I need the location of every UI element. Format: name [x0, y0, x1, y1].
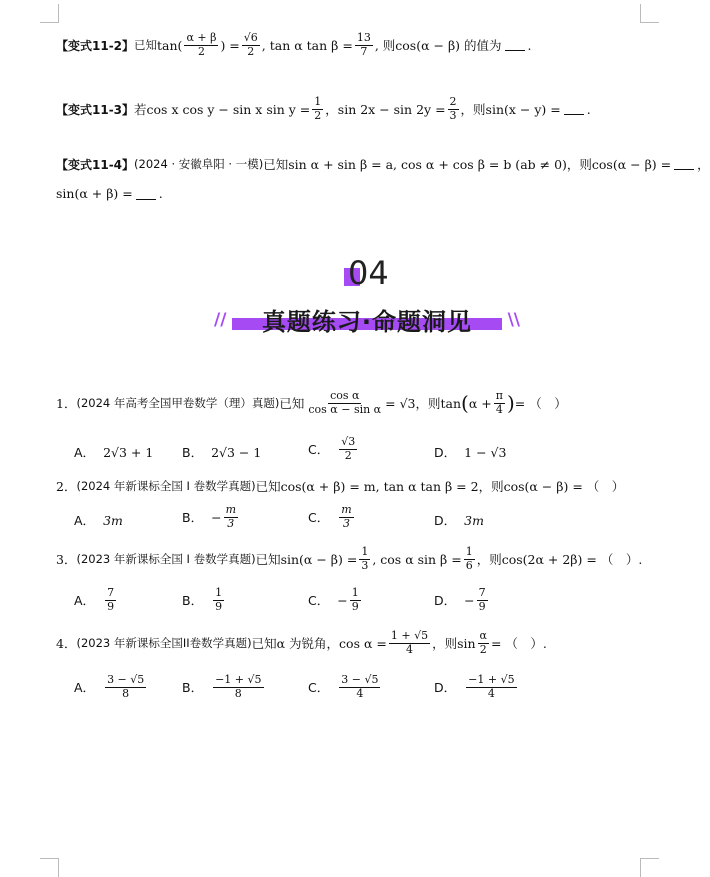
question-text: = （ ） — [514, 396, 567, 412]
variant-text: ) = — [220, 37, 240, 53]
fraction: $\frac{3 - √5}{4}$ — [341, 673, 379, 700]
answer-blank[interactable] — [674, 158, 694, 170]
question-number: 4． — [56, 636, 77, 652]
question-1 — [56, 390, 567, 416]
option-a[interactable] — [74, 511, 123, 529]
question-number: 1． — [56, 396, 77, 412]
option-value: 3m — [103, 512, 123, 528]
option-label: B． — [182, 510, 204, 526]
paren-left: ( — [461, 391, 469, 416]
fraction: $\frac{m}{3}$ — [341, 503, 352, 530]
option-a[interactable] — [74, 674, 148, 700]
fraction: $\frac{-1 + √5}{8}$ — [215, 673, 262, 700]
fraction: $\frac{1}{9}$ — [351, 586, 359, 613]
fraction: $\frac{1}{3}$ — [361, 545, 369, 572]
option-value: 2√3 − 1 — [211, 444, 262, 460]
fraction: $\frac{-1 + √5}{4}$ — [468, 673, 515, 700]
variant-tag: 【变式11-3】 — [56, 102, 135, 117]
option-label: A． — [74, 445, 96, 460]
option-label: A． — [74, 513, 96, 528]
comma: ， — [697, 157, 710, 172]
variant-tag: 【变式11-4】 — [56, 157, 135, 172]
option-value: 2√3 + 1 — [103, 444, 154, 460]
period: . — [527, 37, 532, 53]
option-c[interactable] — [308, 674, 382, 700]
option-label: D． — [434, 513, 457, 528]
question-source: (2023 年新课标全国II卷数学真题) — [76, 636, 252, 651]
fraction: $\frac{7}{9}$ — [107, 586, 115, 613]
fraction: $\frac{1}{9}$ — [215, 586, 223, 613]
variant-text: 已知sin α + sin β = a, cos α + cos β = b (ab ≠ 0)，则cos(α − β) = — [263, 157, 672, 172]
question-text: 已知α 为锐角，cos α = — [251, 636, 387, 652]
option-label: C． — [308, 593, 330, 609]
option-d[interactable] — [434, 511, 484, 529]
question-3 — [56, 546, 642, 572]
option-label: C． — [308, 680, 330, 696]
corner-mark-bottom-left — [40, 858, 59, 877]
variant-text: ，则sin(x − y) = — [460, 102, 561, 118]
question-source: (2024 年高考全国甲卷数学（理）真题) — [76, 396, 280, 411]
fraction: $\frac{\alpha}{2}$ — [479, 629, 487, 656]
option-b[interactable] — [182, 674, 266, 700]
fraction: $\frac{13}{7}$ — [356, 31, 371, 58]
option-label: D． — [434, 445, 457, 460]
variant-text: sin(α + β) = — [56, 186, 133, 201]
period: . — [586, 101, 591, 117]
section-title: 真题练习·命题洞见 — [261, 308, 473, 336]
variant-tag: 【变式11-2】 — [56, 38, 135, 53]
question-source: (2023 年新课标全国 I 卷数学真题) — [76, 552, 256, 567]
option-b[interactable] — [182, 443, 261, 461]
question-text: ，则cos(2α + 2β) = （ ）. — [476, 552, 643, 568]
section-number-text: 04 — [348, 254, 389, 292]
variant-source: (2024 · 安徽阜阳 · 一模) — [134, 157, 264, 171]
option-c[interactable] — [308, 504, 356, 530]
question-number: 3． — [56, 552, 77, 568]
question-text: = √3，则tan — [385, 396, 462, 412]
option-value: 3m — [464, 512, 484, 528]
option-label: B． — [182, 680, 204, 696]
variant-11-4 — [56, 155, 710, 173]
section-banner — [214, 302, 520, 334]
option-a[interactable] — [74, 443, 153, 461]
fraction: $\frac{1}{2}$ — [314, 95, 322, 122]
fraction: $\frac{√6}{2}$ — [243, 31, 258, 58]
option-d[interactable] — [434, 443, 506, 461]
answer-blank[interactable] — [505, 39, 525, 51]
section-number — [340, 254, 400, 294]
variant-11-2 — [56, 32, 532, 58]
question-2 — [56, 477, 624, 495]
option-value: 1 − √3 — [464, 444, 507, 460]
option-d[interactable] — [434, 587, 490, 613]
fraction: $\frac{7}{9}$ — [478, 586, 486, 613]
question-number: 2． — [56, 479, 77, 494]
period: . — [158, 186, 163, 201]
option-sign: − — [464, 592, 475, 608]
variant-text: tan( — [157, 37, 183, 53]
corner-mark-bottom-right — [640, 858, 659, 877]
option-c[interactable] — [308, 587, 363, 613]
variant-text: ，sin 2x − sin 2y = — [325, 102, 446, 118]
option-sign: − — [337, 592, 348, 608]
banner-slash-right: \\ — [507, 310, 520, 330]
fraction: $\frac{2}{3}$ — [449, 95, 457, 122]
answer-blank[interactable] — [136, 188, 156, 200]
fraction: $\frac{m}{3}$ — [225, 503, 236, 530]
variant-text: 若cos x cos y − sin x sin y = — [134, 102, 311, 118]
paren-right: ) — [506, 391, 515, 416]
variant-text: 已知 — [134, 38, 158, 53]
option-d[interactable] — [434, 674, 519, 700]
option-label: A． — [74, 593, 96, 609]
option-label: D． — [434, 593, 457, 609]
fraction: $\frac{\text{cos α}}{\text{cos α − sin α}}$ — [308, 389, 382, 416]
fraction: $\frac{1 + √5}{4}$ — [390, 629, 429, 656]
question-text: α + — [468, 395, 492, 411]
option-label: C． — [308, 510, 330, 526]
fraction: $\frac{√3}{2}$ — [341, 435, 356, 462]
fraction: $\frac{\pi}{4}$ — [495, 389, 503, 416]
option-label: C． — [308, 442, 330, 458]
answer-blank[interactable] — [564, 103, 584, 115]
question-text: 已知sin(α − β) = — [255, 552, 358, 568]
variant-text: , tan α tan β = — [261, 37, 353, 53]
option-label: B． — [182, 445, 204, 460]
question-source: (2024 年新课标全国 I 卷数学真题) — [76, 479, 256, 493]
question-text: = （ ）. — [490, 636, 547, 652]
option-b[interactable] — [182, 504, 240, 530]
option-a[interactable] — [74, 587, 118, 613]
question-text: ，则sin — [432, 636, 476, 652]
corner-mark-top-left — [40, 4, 59, 23]
option-label: D． — [434, 680, 457, 696]
banner-slash-left: // — [214, 310, 227, 330]
option-label: A． — [74, 680, 96, 696]
option-c[interactable] — [308, 436, 359, 462]
option-sign: − — [211, 509, 222, 525]
variant-11-4-line2 — [56, 186, 163, 201]
option-label: B． — [182, 593, 204, 609]
fraction: $\frac{1}{6}$ — [465, 545, 473, 572]
corner-mark-top-right — [640, 4, 659, 23]
fraction: $\frac{3 - √5}{8}$ — [107, 673, 145, 700]
variant-text: , 则cos(α − β) 的值为 — [374, 38, 502, 54]
question-text: 已知cos(α + β) = m, tan α tan β = 2，则cos(α − β) = （ ） — [255, 479, 625, 494]
option-b[interactable] — [182, 587, 226, 613]
variant-11-3 — [56, 96, 591, 122]
question-4 — [56, 630, 547, 656]
fraction: $\frac{\alpha + \beta}{2}$ — [186, 31, 217, 58]
question-text: , cos α sin β = — [372, 551, 462, 567]
question-text: 已知 — [279, 396, 305, 412]
